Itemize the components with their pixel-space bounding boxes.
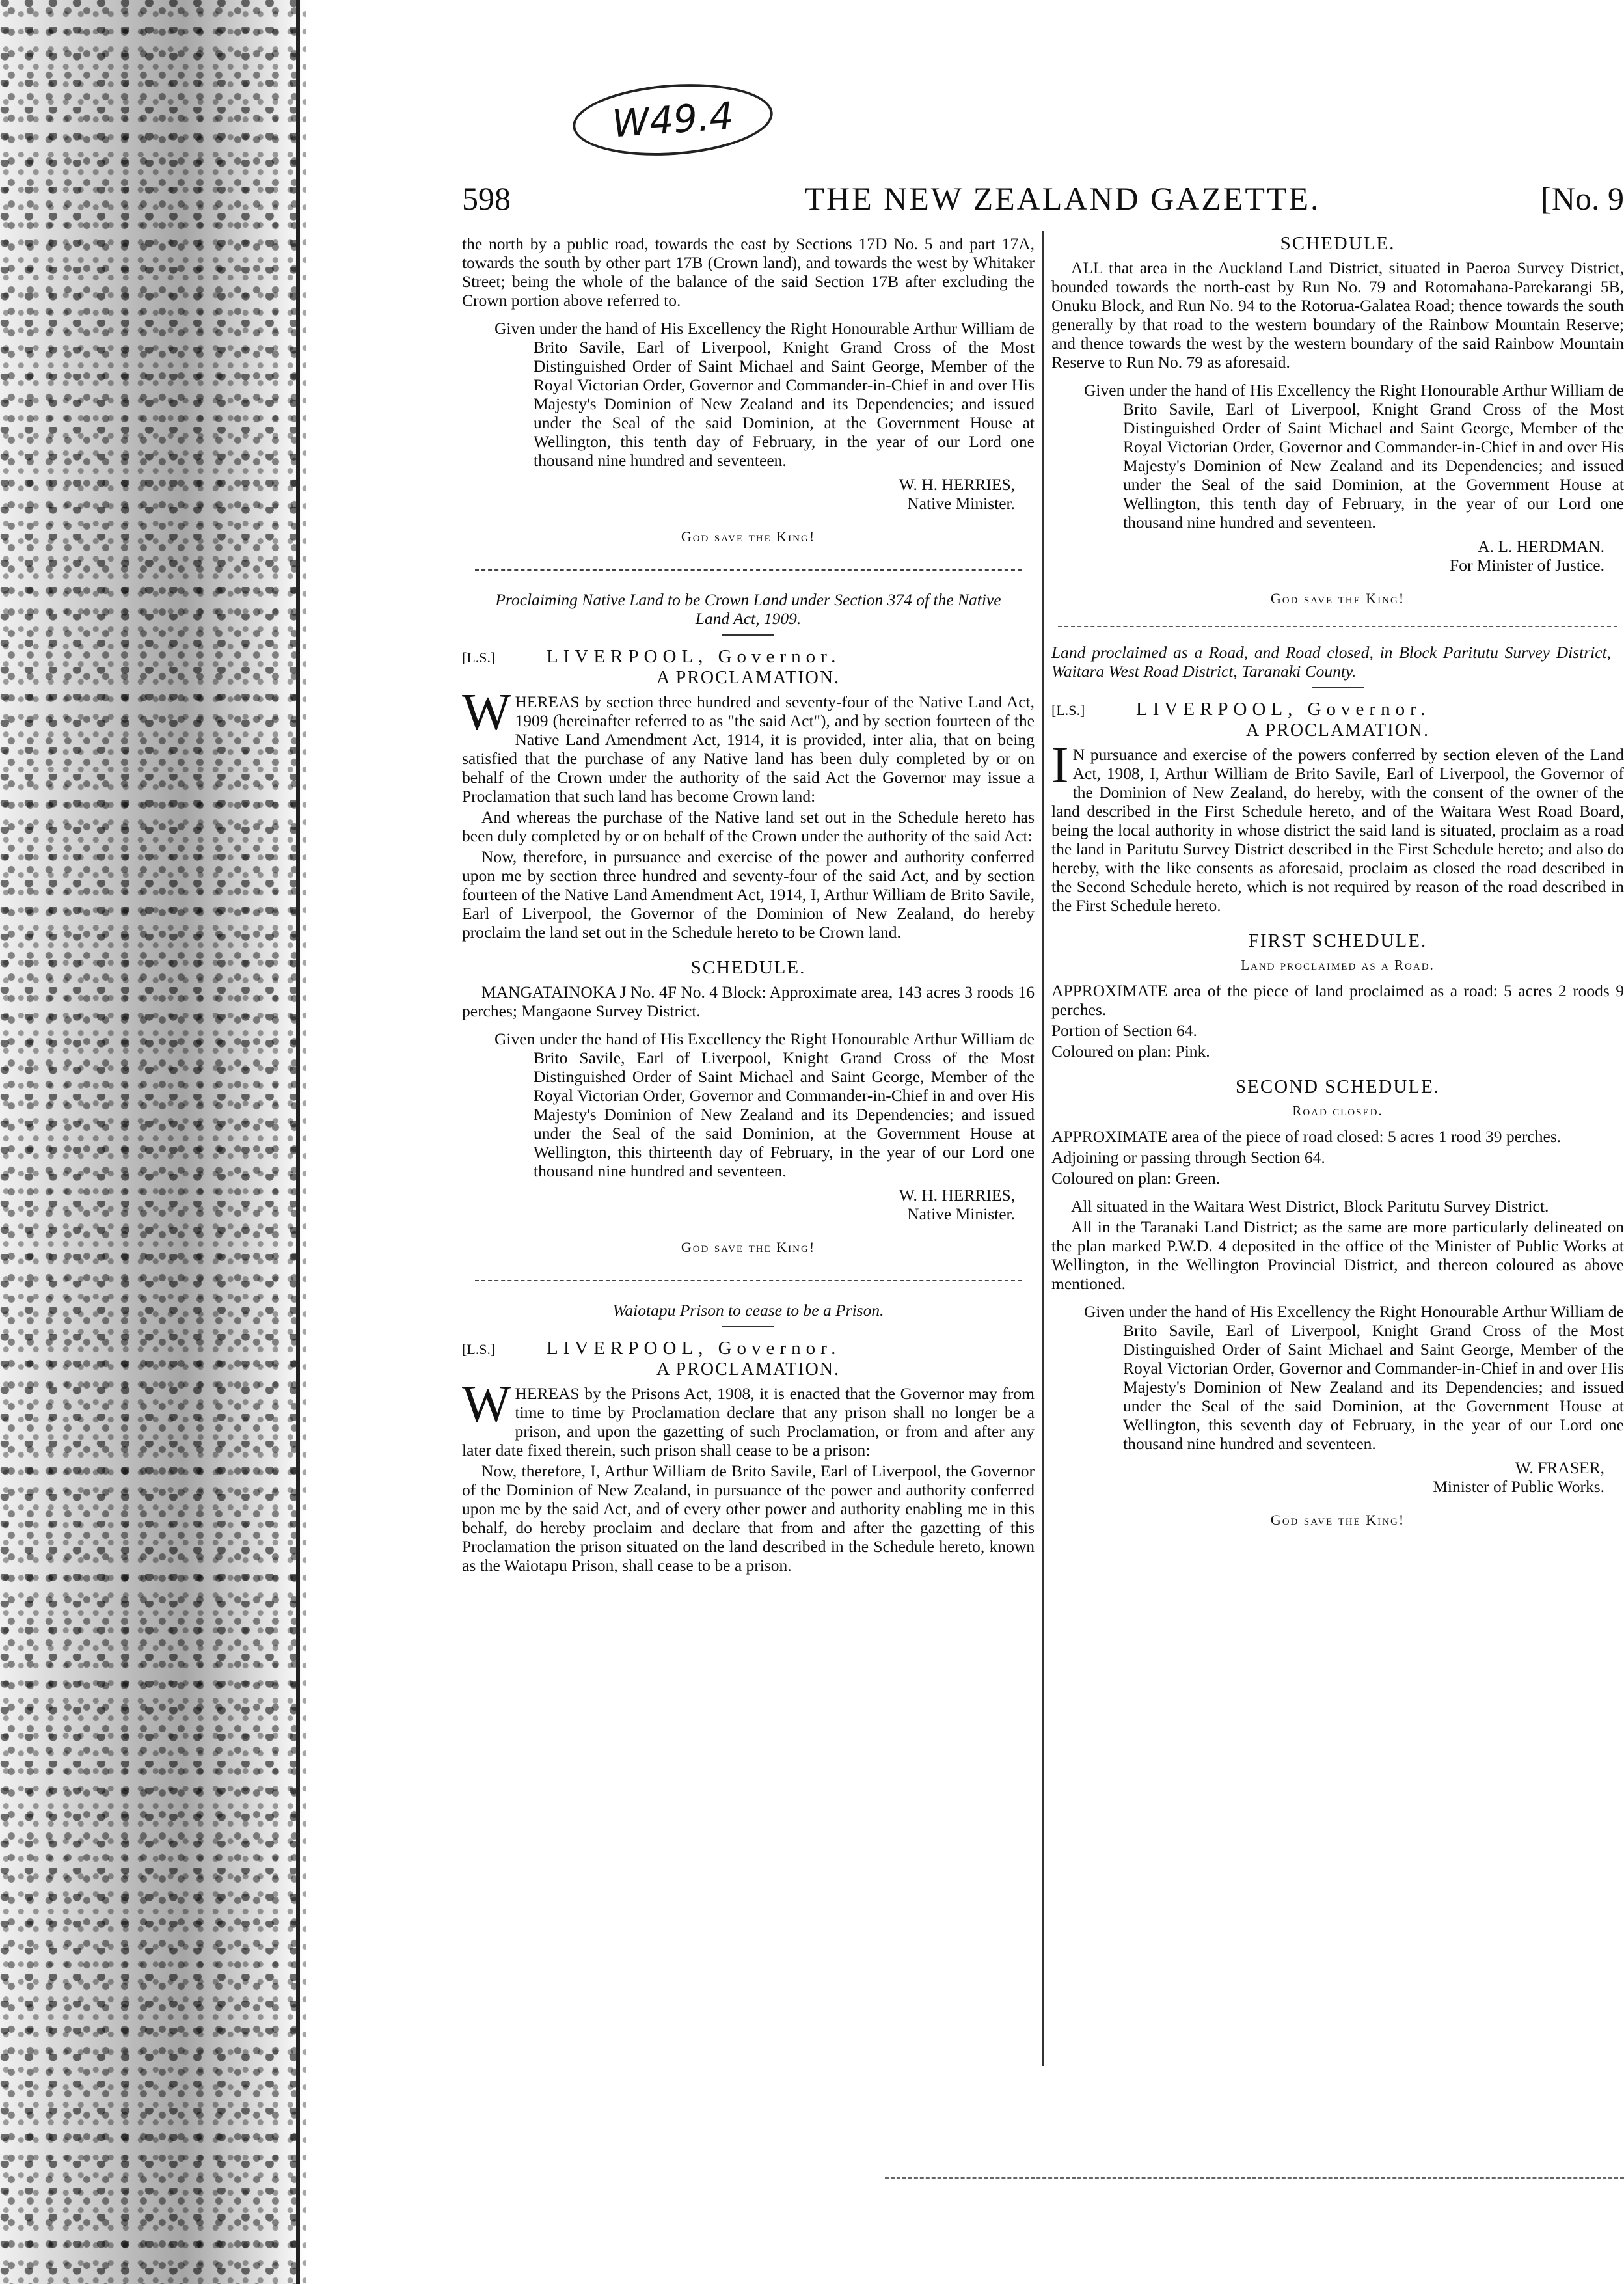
proclamation-label: A PROCLAMATION.: [656, 1359, 841, 1380]
schedule-text: APPROXIMATE area of the piece of road closed: 5 acres 1 rood 39 perches.: [1051, 1127, 1562, 1146]
signatory-title: Native Minister.: [907, 494, 1015, 513]
handwritten-annotation: W49.4: [571, 77, 776, 161]
schedule-heading: SCHEDULE.: [690, 957, 806, 978]
proclamation-heading: Proclaiming Native Land to be Crown Land under Section 374 of the Native Land Act, 1909.: [495, 590, 1001, 628]
page-number: 598: [462, 180, 511, 217]
seal-governor-line: [1051, 700, 1624, 720]
short-rule: [1312, 687, 1364, 688]
right-column: [1051, 234, 1624, 2095]
schedule-text: APPROXIMATE area of the piece of land proclaimed as a road: 5 acres 2 roods 9 perches.: [1051, 981, 1624, 1019]
page-header: [462, 176, 1624, 221]
signatory-name: A. L. HERDMAN.: [1478, 537, 1604, 556]
signatory-name: W. H. HERRIES,: [899, 475, 1015, 494]
short-rule: [722, 634, 774, 636]
given-under-hand: Given under the hand of His Excellency the Right Honourable Arthur William de Brito Savile, Earl of Liverpool, Knight Grand Cross of the Most Distinguished Order of Saint Michael and Saint George, Member of the Royal Victorian Order, Governor and Commander-in-Chief in and over His Majesty's Dominion of New Zealand and its Dependencies; and issued under the Seal of the said Dominion, at the Government House at Wellington, this thirteenth day of February, in the year of our Lord one thousand nine hundred and seventeen.: [494, 1029, 1035, 1180]
continued-text: the north by a public road, towards the east by Sections 17D No. 5 and part 17A, towards the south by other part 17B (Crown land), and towards the west by Whitaker Street; being the whole of the balance of the said Section 17B after excluding the Crown portion above referred to.: [462, 234, 1035, 310]
signatory-name: W. FRASER,: [1515, 1458, 1604, 1477]
situated-text: All situated in the Waitara West District, Block Paritutu Survey District.: [1071, 1197, 1549, 1216]
seal-mark: [L.S.]: [1051, 702, 1085, 718]
seal-mark: [L.S.]: [462, 649, 496, 666]
signatory-title: Native Minister.: [907, 1204, 1015, 1223]
signatory-title: Minister of Public Works.: [1433, 1477, 1604, 1496]
given-under-hand: Given under the hand of His Excellency the Right Honourable Arthur William de Brito Savile, Earl of Liverpool, Knight Grand Cross of the Most Distinguished Order of Saint Michael and Saint George, Member of the Royal Victorian Order, Governor and Commander-in-Chief in and over His Majesty's Dominion of New Zealand and its Dependencies; and issued under the Seal of the said Dominion, at the Government House at Wellington, this seventh day of February, in the year of our Lord one thousand nine hundred and seventeen.: [1084, 1302, 1624, 1453]
schedule-text: Coloured on plan: Green.: [1051, 1169, 1221, 1188]
proclamation-label: A PROCLAMATION.: [1245, 720, 1430, 741]
seal-governor-line: [462, 647, 1035, 667]
schedule-text: Portion of Section 64.: [1051, 1021, 1197, 1040]
seal-mark: [L.S.]: [462, 1341, 496, 1357]
left-column: [462, 234, 1035, 2095]
given-under-hand: Given under the hand of His Excellency the Right Honourable Arthur William de Brito Savile, Earl of Liverpool, Knight Grand Cross of the Most Distinguished Order of Saint Michael and Saint George, Member of the Royal Victorian Order, Governor and Commander-in-Chief in and over His Majesty's Dominion of New Zealand and its Dependencies; and issued under the Seal of the said Dominion, at the Government House at Wellington, this tenth day of February, in the year of our Lord one thousand nine hundred and seventeen.: [1084, 381, 1624, 532]
second-schedule-heading: SECOND SCHEDULE.: [1236, 1076, 1440, 1097]
scan-binding-edge: [296, 0, 300, 2284]
bottom-rule: [885, 2177, 1624, 2181]
proclamation-heading: Land proclaimed as a Road, and Road closed, in Block Paritutu Survey District, Waitara West Road District, Taranaki County.: [1051, 643, 1611, 681]
section-rule: [475, 569, 1022, 571]
gazette-title: THE NEW ZEALAND GAZETTE.: [804, 180, 1321, 217]
schedule-text: Coloured on plan: Pink.: [1051, 1042, 1210, 1061]
proclamation-paragraph: WHEREAS by section three hundred and seventy-four of the Native Land Act, 1909 (hereinafter referred to as "the said Act"), and by section fourteen of the Native Land Amendment Act, 1914, it is provided, inter alia, that on being satisfied that the purchase of any Native land has been duly completed by or on behalf of the Crown under the authority of the said Act the Governor may issue a Proclamation that such land has become Crown land:: [462, 684, 1035, 806]
signatory-title: For Minister of Justice.: [1450, 556, 1604, 575]
first-schedule-heading: FIRST SCHEDULE.: [1248, 931, 1428, 951]
governor-name: LIVERPOOL, Governor.: [547, 1338, 841, 1359]
governor-name: LIVERPOOL, Governor.: [547, 646, 841, 667]
signatory-name: W. H. HERRIES,: [899, 1186, 1015, 1204]
seal-governor-line: [462, 1339, 1035, 1359]
column-divider: [1042, 231, 1044, 2066]
proclamation-label: A PROCLAMATION.: [656, 668, 841, 688]
proclamation-paragraph: Now, therefore, I, Arthur William de Brito Savile, Earl of Liverpool, the Governor of the Dominion of New Zealand, in pursuance of the power and authority conferred upon me by the said Act, and of every other power and authority enabling me in this behalf, do hereby proclaim and declare that from and after the gazetting of this Proclamation the prison situated on the land described in the Schedule hereto, known as the Waiotapu Prison, shall cease to be a prison.: [462, 1461, 1035, 1575]
scan-margin-noise: [0, 0, 306, 2284]
god-save-the-king: God save the King!: [681, 1239, 816, 1255]
section-rule: [1058, 626, 1617, 627]
proclamation-paragraph: IN pursuance and exercise of the powers conferred by section eleven of the Land Act, 1908, I, Arthur William de Brito Savile, Earl of Liverpool, the Governor of the Dominion of New Zealand, do hereby, with the consent of the owner of the land described in the First Schedule hereto, and of the Waitara West Road Board, being the local authority in whose district the said land is situated, proclaim as a road the land in Paritutu Survey District described in the First Schedule hereto; and also do hereby, with the like consents as aforesaid, proclaim as closed the road described in the Second Schedule hereto, which is not required by reason of the road described in the First Schedule hereto.: [1051, 737, 1624, 915]
god-save-the-king: God save the King!: [1270, 590, 1405, 606]
schedule-heading: SCHEDULE.: [1280, 234, 1396, 254]
god-save-the-king: God save the King!: [681, 528, 816, 545]
first-schedule-subheading: Land proclaimed as a Road.: [1241, 957, 1435, 973]
god-save-the-king: God save the King!: [1270, 1512, 1405, 1528]
proclamation-paragraph: Now, therefore, in pursuance and exercise of the power and authority conferred upon me by section three hundred and seventy-four of the said Act, and by section fourteen of the Native Land Amendment Act, 1914, I, Arthur William de Brito Savile, Earl of Liverpool, the Governor of the Dominion of New Zealand, do hereby proclaim the land set out in the Schedule hereto to be Crown land.: [462, 847, 1035, 942]
given-under-hand: Given under the hand of His Excellency the Right Honourable Arthur William de Brito Savile, Earl of Liverpool, Knight Grand Cross of the Most Distinguished Order of Saint Michael and Saint George, Member of the Royal Victorian Order, Governor and Commander-in-Chief in and over His Majesty's Dominion of New Zealand and its Dependencies; and issued under the Seal of the said Dominion, at the Government House at Wellington, this tenth day of February, in the year of our Lord one thousand nine hundred and seventeen.: [494, 319, 1035, 470]
schedule-text: ALL that area in the Auckland Land District, situated in Paeroa Survey District, bounded towards the north-east by Run No. 79 and Rotomahana-Parekarangi 5B, Onuku Block, and Run No. 94 to the Rotorua-Galatea Road; thence towards the south generally by that road to the western boundary of the Rainbow Mountain Reserve; and thence towards the west by the western boundary of the said Rainbow Mountain Reserve to Run No. 79 as aforesaid.: [1051, 258, 1624, 372]
situated-text: All in the Taranaki Land District; as the same are more particularly delineated on the plan marked P.W.D. 4 deposited in the office of the Minister of Public Works at Wellington, in the Wellington Provincial District, and thereon coloured as above mentioned.: [1051, 1217, 1624, 1293]
second-schedule-subheading: Road closed.: [1292, 1103, 1383, 1119]
proclamation-paragraph: And whereas the purchase of the Native land set out in the Schedule hereto has been duly completed by or on behalf of the Crown under the authority of the said Act:: [462, 808, 1035, 845]
proclamation-heading: Waiotapu Prison to cease to be a Prison.: [612, 1301, 884, 1320]
proclamation-paragraph: WHEREAS by the Prisons Act, 1908, it is enacted that the Governor may from time to time by Proclamation declare that any prison shall no longer be a prison, and upon the gazetting of such Proclamation, or from and after any later date fixed therein, such prison shall cease to be a prison:: [462, 1376, 1035, 1460]
schedule-text: Adjoining or passing through Section 64.: [1051, 1148, 1325, 1167]
governor-name: LIVERPOOL, Governor.: [1136, 699, 1431, 720]
issue-number: [No. 9: [1541, 180, 1624, 217]
short-rule: [722, 1326, 774, 1327]
section-rule: [475, 1280, 1022, 1281]
schedule-text: MANGATAINOKA J No. 4F No. 4 Block: Approximate area, 143 acres 3 roods 16 perches; Mangaone Survey District.: [462, 983, 1035, 1020]
